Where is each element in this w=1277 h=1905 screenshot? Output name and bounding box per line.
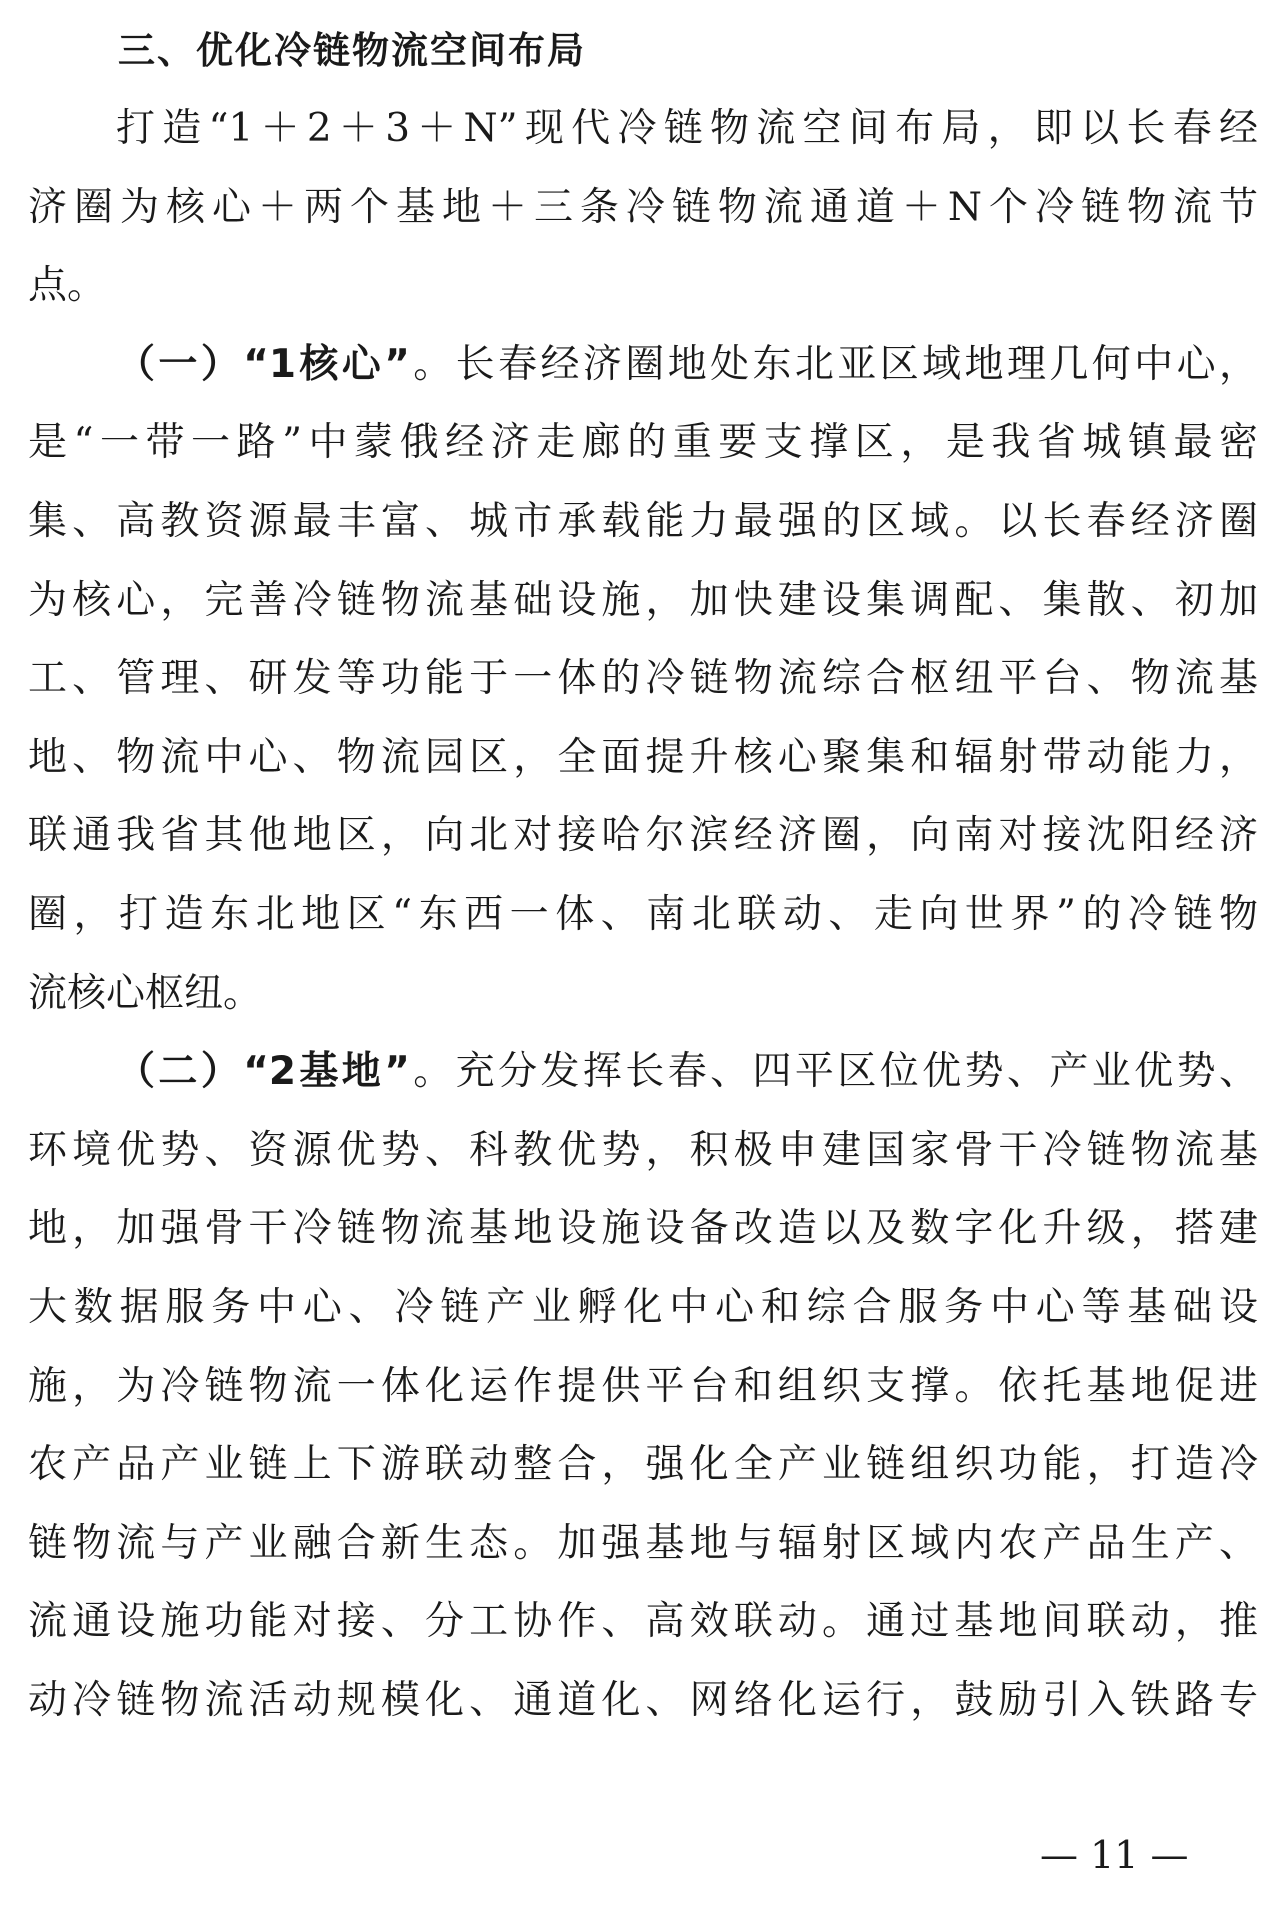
text-line: 工、管理、研发等功能于一体的冷链物流综合枢纽平台、物流基: [28, 656, 1258, 702]
text-line: 集、高教资源最丰富、城市承载能力最强的区域。以长春经济圈: [28, 498, 1258, 544]
text-line: 打造“1＋2＋3＋N”现代冷链物流空间布局，即以长春经: [116, 106, 1258, 151]
paragraph-bases: [28, 1033, 1258, 1740]
text-line: 地、物流中心、物流园区，全面提升核心聚集和辐射带动能力，: [28, 734, 1258, 780]
text-line-with-lead: [28, 1033, 1258, 1112]
text-line: 点。: [28, 263, 107, 309]
text-line-with-lead: [28, 326, 1258, 405]
text-line: 链物流与产业融合新生态。加强基地与辐射区域内农产品生产、: [28, 1520, 1258, 1566]
text-line: 圈，打造东北地区“东西一体、南北联动、走向世界”的冷链物: [28, 891, 1258, 937]
text-line: 动冷链物流活动规模化、通道化、网络化运行，鼓励引入铁路专: [28, 1677, 1258, 1723]
paragraph-overview: [28, 90, 1258, 326]
text-line: 农产品产业链上下游联动整合，强化全产业链组织功能，打造冷: [28, 1442, 1258, 1488]
text-line: 地，加强骨干冷链物流基地设施设备改造以及数字化升级，搭建: [28, 1206, 1258, 1252]
text-line: 大数据服务中心、冷链产业孵化中心和综合服务中心等基础设: [28, 1284, 1258, 1330]
paragraph-core: [28, 326, 1258, 1033]
page-number: — 11 —: [1040, 1833, 1189, 1877]
text-segment: 。充分发挥长春、四平区位优势、产业优势、: [409, 1049, 1258, 1095]
section-heading: 三、优化冷链物流空间布局: [118, 29, 586, 72]
text-line: 为核心，完善冷链物流基础设施，加快建设集调配、集散、初加: [28, 577, 1258, 623]
text-line: 济圈为核心＋两个基地＋三条冷链物流通道＋N个冷链物流节: [28, 184, 1258, 230]
text-line: 联通我省其他地区，向北对接哈尔滨经济圈，向南对接沈阳经济: [28, 813, 1258, 859]
text-segment: 。长春经济圈地处东北亚区域地理几何中心，: [409, 341, 1258, 387]
body-text: [28, 90, 1258, 1740]
text-line: 施，为冷链物流一体化运作提供平台和组织支撑。依托基地促进: [28, 1363, 1258, 1409]
subsection-lead: （一）“1核心”: [116, 341, 410, 387]
text-line: 是“一带一路”中蒙俄经济走廊的重要支撑区，是我省城镇最密: [28, 420, 1258, 466]
subsection-lead: （二）“2基地”: [116, 1049, 410, 1095]
text-line: 流通设施功能对接、分工协作、高效联动。通过基地间联动，推: [28, 1599, 1258, 1645]
text-line: 流核心枢纽。: [28, 970, 263, 1016]
text-line: 环境优势、资源优势、科教优势，积极申建国家骨干冷链物流基: [28, 1127, 1258, 1173]
